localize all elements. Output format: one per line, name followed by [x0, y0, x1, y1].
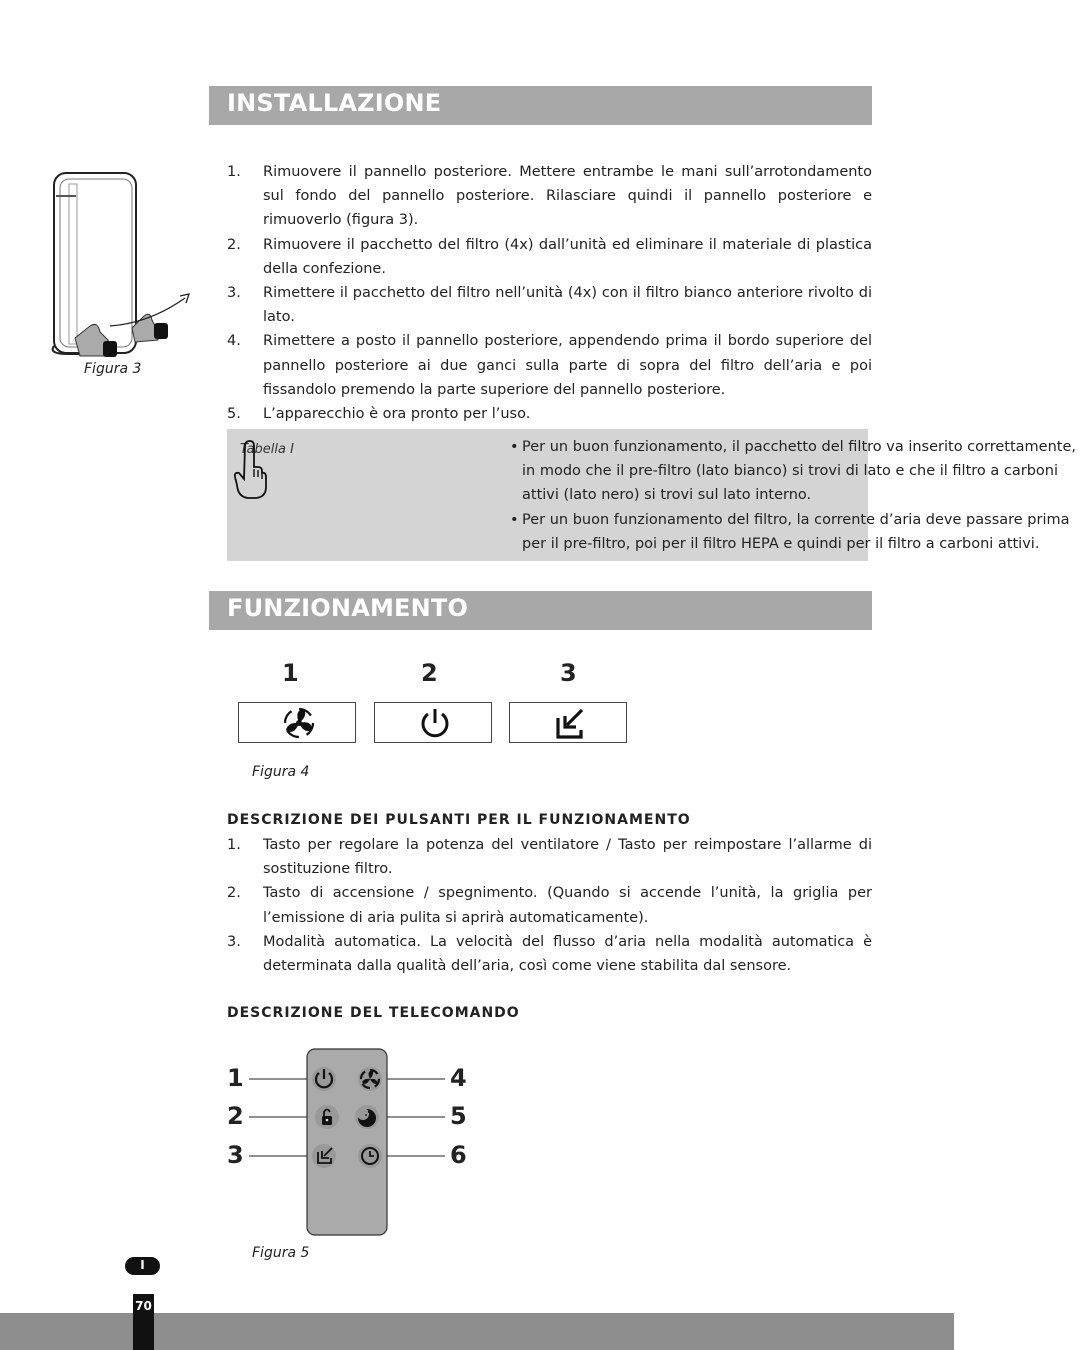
auto-mode-button[interactable] [509, 702, 627, 743]
remote-label-6: 6 [450, 1141, 467, 1169]
section-title: FUNZIONAMENTO [227, 594, 469, 622]
buttons-description-heading: DESCRIZIONE DEI PULSANTI PER IL FUNZIONAMENTO [227, 812, 691, 828]
note-box [227, 429, 1076, 561]
button-number-2: 2 [421, 659, 438, 687]
list-item: 3. Modalità automatica. La velocità del flusso d’aria nella modalità automatica è determinata dalla qualità dell’aria, così come viene stabilita dal sensore. [227, 933, 872, 975]
list-item: 1. Tasto per regolare la potenza del ventilatore / Tasto per reimpostare l’allarme di sostituzione filtro. [227, 837, 872, 878]
remote-label-3: 3 [227, 1141, 244, 1169]
remote-label-4: 4 [450, 1064, 467, 1092]
note-label: Tabella I [240, 442, 294, 457]
button-descriptions [227, 833, 872, 978]
list-item: 2. Rimuovere il pacchetto del filtro (4x) dall’unità ed eliminare il materiale di plastica della confezione. [227, 236, 872, 277]
list-item: • Per un buon funzionamento, il pacchetto del filtro va inserito correttamente, in modo che il pre-filtro (lato bianco) si trovi di lato e che il filtro a carboni attivi (lato nero) si trovi sul lato interno. [510, 439, 1076, 504]
remote-night-button[interactable] [355, 1105, 379, 1129]
section-title: INSTALLAZIONE [227, 89, 442, 117]
list-item: • Per un buon funzionamento del filtro, la corrente d’aria deve passare prima per il pre-filtro, poi per il filtro HEPA e quindi per il filtro a carboni attivi. [510, 511, 1070, 552]
remote-lock-button[interactable] [315, 1105, 339, 1129]
fan-button[interactable] [238, 702, 356, 743]
auto-mode-icon [553, 706, 587, 740]
remote-timer-button[interactable] [358, 1144, 382, 1168]
list-item: 4. Rimettere a posto il pannello posteriore, appendendo prima il bordo superiore del pannello posteriore ai due ganci sulla parte di sopra del filtro dell’aria e poi fissandolo premendo la parte superiore del pannello posteriore. [227, 333, 872, 398]
figure-5-caption: Figura 5 [252, 1245, 310, 1261]
fan-icon [282, 706, 316, 740]
remote-power-button[interactable] [312, 1067, 336, 1091]
power-button[interactable] [374, 702, 492, 743]
remote-fan-button[interactable] [358, 1067, 382, 1091]
list-item: 2. Tasto di accensione / spegnimento. (Quando si accende l’unità, la griglia per l’emissione di aria pulita si aprirà automaticamente). [227, 885, 872, 926]
figure-4-caption: Figura 4 [252, 764, 310, 780]
remote-auto-button[interactable] [312, 1144, 336, 1168]
installation-steps [227, 160, 872, 426]
power-icon [418, 706, 452, 740]
button-number-1: 1 [282, 659, 299, 687]
hand-pointing-icon [232, 437, 268, 501]
remote-description-heading: DESCRIZIONE DEL TELECOMANDO [227, 1005, 520, 1021]
language-badge: I [125, 1257, 160, 1275]
list-item: 3. Rimettere il pacchetto del filtro nell’unità (4x) con il filtro bianco anteriore rivolto di lato. [227, 285, 872, 326]
remote-label-5: 5 [450, 1102, 467, 1130]
section-header-funzionamento [209, 591, 872, 630]
list-item: 5. L’apparecchio è ora pronto per l’uso. [227, 406, 531, 423]
page-number-tab [133, 1294, 154, 1350]
button-number-3: 3 [560, 659, 577, 687]
figure-3-illustration [40, 168, 200, 360]
list-item: 1. Rimuovere il pannello posteriore. Mettere entrambe le mani sull’arrotondamento sul fondo del pannello posteriore. Rilasciare quindi il pannello posteriore e rimuoverlo (figura 3). [227, 164, 872, 229]
page-number: 70 [135, 1299, 152, 1313]
note-list [510, 435, 1080, 556]
figure-3-caption: Figura 3 [84, 361, 142, 377]
remote-control-illustration [245, 1045, 450, 1240]
section-header-installazione [209, 86, 872, 125]
remote-label-1: 1 [227, 1064, 244, 1092]
remote-label-2: 2 [227, 1102, 244, 1130]
